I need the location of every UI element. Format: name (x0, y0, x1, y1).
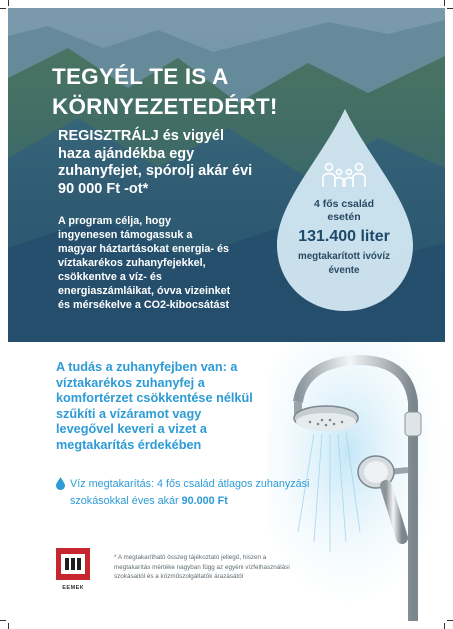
flyer-page (8, 8, 445, 621)
subheadline: REGISZTRÁLJ és vigyél haza ajándékba egy zuhanyfejet, spórolj akár évi 90 000 Ft -ot* (58, 128, 253, 197)
saving-text: Víz megtakarítás: 4 fős család átlagos zuhanyzási szokásokkal éves akár (70, 478, 310, 507)
water-drop-icon (56, 477, 65, 490)
headline: TEGYÉL TE IS A KÖRNYEZETEDÉRT! (52, 64, 278, 119)
hero-banner (8, 8, 445, 342)
crop-mark (0, 620, 6, 621)
program-description: A program célja, hogy ingyenesen támogassuk a magyar háztartásokat energia- és víztakarékos zuhanyfejekkel, csökkentve a víz- és energiaszámláikat, óvva vizeinket és mérsékelve a CO2-kibocsátást (58, 215, 231, 311)
logo-icon (56, 548, 90, 580)
saving-amount: 90.000 Ft (181, 495, 228, 507)
saving-info (56, 476, 316, 510)
family-size-line-2: esetén (327, 211, 361, 223)
crop-mark (8, 0, 9, 6)
family-icon (322, 161, 366, 189)
water-saving-caption (276, 250, 412, 278)
crop-mark (8, 623, 9, 629)
crop-mark (444, 0, 445, 6)
company-logo (56, 548, 90, 591)
crop-mark (0, 8, 6, 9)
info-section (8, 342, 445, 621)
family-size-text (276, 198, 412, 224)
crop-mark (447, 620, 453, 621)
water-saving-amount: 131.400 liter (298, 228, 390, 245)
water-saving-caption-line-2: évente (328, 265, 360, 276)
water-saving-caption-line: megtakarított ivóvíz (297, 251, 390, 262)
disclaimer-text: * A megtakarítható összeg tájékoztató jellegű, hiszen a megtakarítás mértéke nagyban függ az egyéni vízfelhasználási szokásaitól és a közműszolgáltatók árazásától (114, 554, 290, 580)
saving-text-line (56, 476, 316, 510)
logo-text: ЕЕМЕК (62, 585, 84, 591)
crop-mark (447, 8, 453, 9)
family-size-line: 4 fős család (313, 198, 375, 210)
crop-mark (444, 623, 445, 629)
knowledge-text: A tudás a zuhanyfejben van: a víztakarékos zuhanyfej a komfortérzet csökkentése nélkül szűkíti a vízáramot vagy levegővel keveri a vizet a megtakarítás érdekében (56, 360, 253, 452)
